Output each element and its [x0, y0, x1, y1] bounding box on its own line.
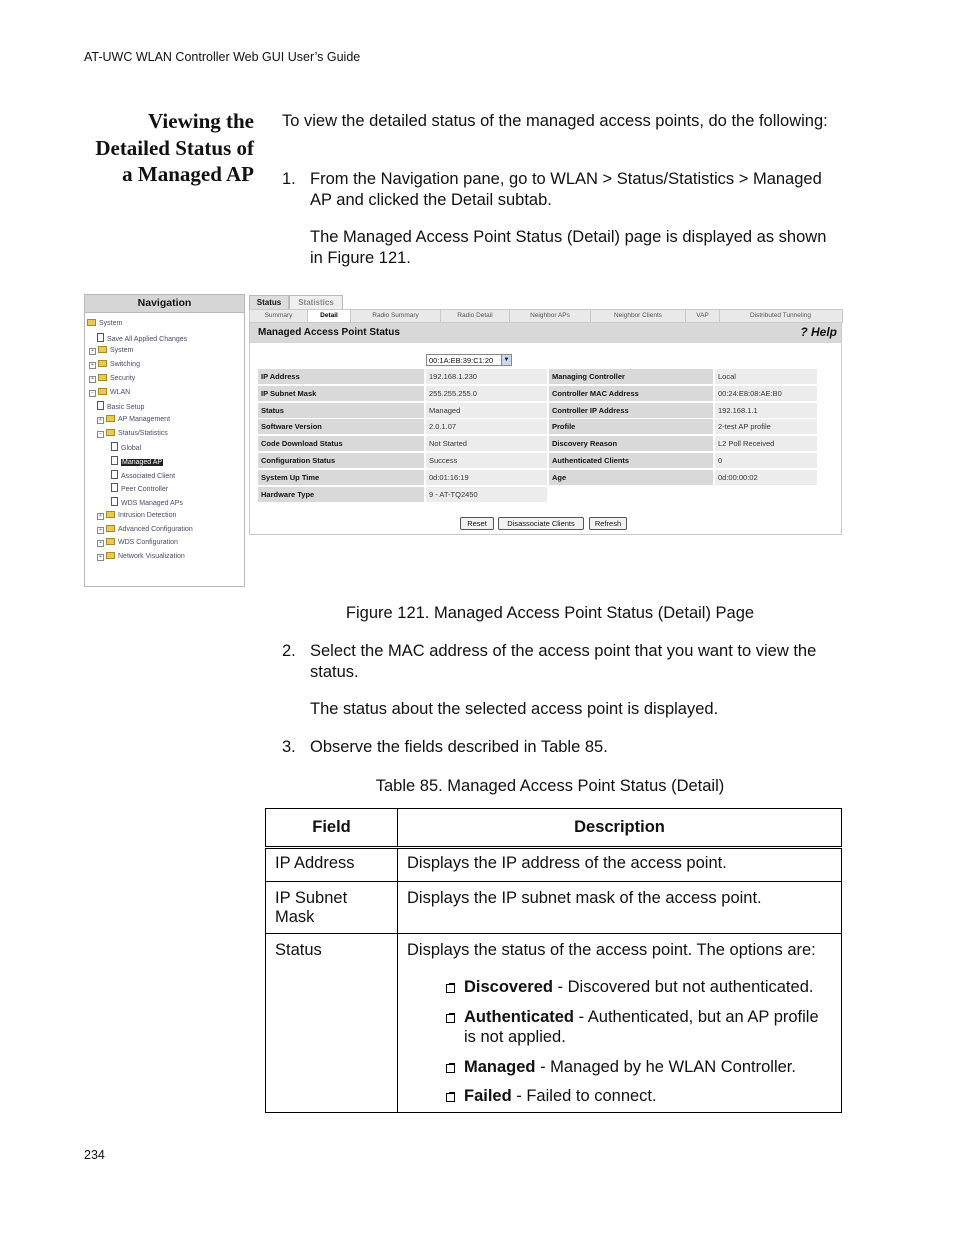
- step-text: Observe the fields described in Table 85.: [310, 738, 608, 756]
- expand-toggle-icon[interactable]: +: [89, 362, 96, 369]
- nav-item-label: Status/Statistics: [118, 429, 168, 437]
- status-field-value: 255.255.255.0: [426, 386, 547, 401]
- panel-title: Managed Access Point Status: [258, 327, 400, 338]
- nav-item-global[interactable]: [111, 442, 141, 453]
- list-item: [407, 977, 832, 998]
- status-field-label: Profile: [549, 419, 713, 434]
- document-icon: [111, 497, 118, 506]
- nav-item-label: System: [99, 320, 123, 327]
- document-icon: [97, 333, 104, 342]
- nav-item-label: System: [110, 347, 134, 355]
- nav-item-label: Global: [121, 445, 142, 453]
- folder-open-icon: [98, 388, 107, 395]
- nav-item-label: Advanced Configuration: [118, 525, 193, 533]
- table-row: [266, 848, 842, 882]
- option-text: - Failed to connect.: [511, 1087, 657, 1105]
- document-icon: [111, 470, 118, 479]
- panel-header: [250, 323, 841, 343]
- reset-button[interactable]: Reset: [460, 517, 494, 530]
- tab-statistics[interactable]: Statistics: [289, 295, 343, 309]
- step-1: [282, 169, 842, 210]
- status-field-value: 2.0.1.07: [426, 419, 547, 434]
- step-number: 1.: [282, 170, 296, 188]
- nav-item-switching[interactable]: [89, 360, 140, 369]
- expand-toggle-icon[interactable]: +: [89, 376, 96, 383]
- status-field-value: 9 - AT-TQ2450: [426, 487, 547, 502]
- tab-status[interactable]: Status: [249, 295, 289, 309]
- field-cell: IP Subnet Mask: [275, 889, 348, 926]
- step-2-note: The status about the selected access point is displayed.: [310, 700, 719, 718]
- mac-address-value: 00:1A:EB:39:C1:20: [429, 356, 494, 365]
- status-field-label: Discovery Reason: [549, 436, 713, 451]
- section-title-line: a Managed AP: [122, 162, 254, 186]
- nav-item-wlan[interactable]: [89, 388, 130, 397]
- status-field-value: 0d:01:16:19: [426, 470, 547, 485]
- status-field-value: Not Started: [426, 436, 547, 451]
- subtab-summary[interactable]: Summary: [250, 310, 308, 322]
- expand-toggle-icon[interactable]: +: [89, 348, 96, 355]
- expand-toggle-icon[interactable]: +: [97, 554, 104, 561]
- nav-item-label: Peer Controller: [121, 486, 169, 494]
- nav-item-status-statistics[interactable]: [97, 429, 168, 438]
- list-item: [407, 1086, 832, 1107]
- description-cell: Displays the status of the access point. The options are:: [407, 941, 816, 959]
- step-text: Select the MAC address of the access point that you want to view the status.: [310, 642, 817, 681]
- nav-item-wds-configuration[interactable]: [97, 538, 178, 547]
- expand-toggle-icon[interactable]: +: [97, 513, 104, 520]
- nav-item-advanced-configuration[interactable]: [97, 525, 193, 534]
- status-field-label: Authenticated Clients: [549, 453, 713, 468]
- option-term: Authenticated: [464, 1007, 575, 1026]
- status-field-value: L2 Poll Received: [715, 436, 817, 451]
- folder-open-icon: [106, 429, 115, 436]
- option-term: Failed: [464, 1087, 512, 1105]
- step-3: [282, 737, 842, 758]
- status-field-value: 192.168.1.1: [715, 403, 817, 418]
- status-field-label: Software Version: [258, 419, 424, 434]
- table-row: [266, 882, 842, 934]
- status-field-value: 2-test AP profile: [715, 419, 817, 434]
- status-field-value: Success: [426, 453, 547, 468]
- status-field-label: Hardware Type: [258, 487, 424, 502]
- status-field-label: Age: [549, 470, 713, 485]
- nav-item-system[interactable]: [89, 346, 133, 355]
- subtab-detail[interactable]: Detail: [308, 310, 351, 322]
- section-title-line: Viewing the: [148, 109, 254, 133]
- status-field-label: Code Download Status: [258, 436, 424, 451]
- nav-item-label: Associated Client: [121, 472, 176, 480]
- option-text: - Authenticated, but an AP profile is not applied.: [464, 1007, 819, 1046]
- folder-icon: [106, 552, 115, 559]
- section-title-line: Detailed Status of: [95, 135, 254, 160]
- nav-item-label: WLAN: [110, 388, 131, 396]
- step-text: From the Navigation pane, go to WLAN > Status/Statistics > Managed AP and clicked the Detail subtab.: [310, 170, 822, 209]
- sub-tabs: [249, 309, 843, 323]
- nav-item-wds-managed-aps[interactable]: [111, 497, 183, 508]
- status-field-value: 192.168.1.230: [426, 369, 547, 384]
- list-item: [407, 1057, 832, 1078]
- checkbox-bullet-icon: [446, 1014, 455, 1023]
- status-field-label: IP Subnet Mask: [258, 386, 424, 401]
- subtab-vap[interactable]: VAP: [686, 310, 720, 322]
- page-number: 234: [84, 1148, 105, 1162]
- status-field-value: 00:24:E8:08:AE:B0: [715, 386, 817, 401]
- subtab-radio-summary[interactable]: Radio Summary: [351, 310, 441, 322]
- expand-toggle-icon[interactable]: −: [89, 390, 96, 397]
- step-2: [282, 641, 842, 682]
- folder-icon: [106, 415, 115, 422]
- status-field-label: Controller MAC Address: [549, 386, 713, 401]
- status-field-value: Local: [715, 369, 817, 384]
- nav-item-label: Security: [110, 374, 136, 382]
- status-field-label: Controller IP Address: [549, 403, 713, 418]
- field-cell: Status: [275, 941, 322, 959]
- figure-caption: Figure 121. Managed Access Point Status (Detail) Page: [345, 604, 755, 622]
- nav-item-label: AP Management: [118, 415, 171, 423]
- field-cell: IP Address: [275, 854, 355, 872]
- nav-item-label: Managed AP: [122, 459, 163, 466]
- expand-toggle-icon[interactable]: −: [97, 431, 104, 438]
- description-cell: Displays the IP address of the access point.: [407, 854, 727, 872]
- refresh-button[interactable]: Refresh: [589, 517, 627, 530]
- status-field-label: Configuration Status: [258, 453, 424, 468]
- folder-icon: [98, 374, 107, 381]
- navigation-pane: [84, 294, 245, 587]
- nav-item-label: WDS Managed APs: [121, 500, 183, 508]
- document-icon: [111, 456, 118, 465]
- nav-item-label: Basic Setup: [107, 404, 145, 412]
- nav-item-label: WDS Configuration: [118, 539, 178, 547]
- nav-item-peer-controller[interactable]: [111, 483, 168, 494]
- checkbox-bullet-icon: [446, 1064, 455, 1073]
- table-row: [266, 934, 842, 1113]
- checkbox-bullet-icon: [446, 1093, 455, 1102]
- status-field-value: 0d:00:00:02: [715, 470, 817, 485]
- nav-item-save-all-applied-changes[interactable]: [97, 333, 187, 344]
- document-icon: [111, 483, 118, 492]
- status-field-label: Status: [258, 403, 424, 418]
- nav-item-label: Switching: [110, 361, 140, 369]
- nav-item-intrusion-detection[interactable]: [97, 511, 176, 520]
- nav-item-network-visualization[interactable]: [97, 552, 185, 561]
- intro-paragraph: To view the detailed status of the managed access points, do the following:: [282, 112, 828, 130]
- nav-item-ap-management[interactable]: [97, 415, 170, 424]
- chevron-down-icon: ▼: [501, 355, 511, 365]
- status-field-value: Managed: [426, 403, 547, 418]
- field-description-table: [265, 808, 842, 1113]
- help-link[interactable]: ? Help: [800, 325, 837, 339]
- column-header: Description: [398, 809, 842, 848]
- folder-icon: [98, 346, 107, 353]
- expand-toggle-icon[interactable]: +: [97, 417, 104, 424]
- folder-icon: [98, 360, 107, 367]
- document-icon: [111, 442, 118, 451]
- column-header: Field: [266, 809, 398, 848]
- navigation-title: Navigation: [85, 295, 244, 313]
- status-field-value: 0: [715, 453, 817, 468]
- subtab-distributed-tunneling[interactable]: Distributed Tunneling: [749, 312, 812, 319]
- section-title: [60, 108, 254, 188]
- document-icon: [97, 401, 104, 410]
- running-header: AT-UWC WLAN Controller Web GUI User’s Guide: [84, 50, 361, 64]
- folder-icon: [106, 511, 115, 518]
- status-field-label: System Up Time: [258, 470, 424, 485]
- nav-item-security[interactable]: [89, 374, 135, 383]
- option-text: - Discovered but not authenticated.: [552, 978, 814, 996]
- option-term: Managed: [464, 1057, 536, 1076]
- checkbox-bullet-icon: [446, 984, 455, 993]
- status-field-label: Managing Controller: [549, 369, 713, 384]
- nav-item-label: Network Visualization: [118, 552, 185, 560]
- subtab-neighbor-aps[interactable]: Neighbor APs: [510, 310, 591, 322]
- option-text: - Managed by he WLAN Controller.: [535, 1057, 796, 1076]
- step-number: 3.: [282, 738, 296, 756]
- nav-item-basic-setup[interactable]: [97, 401, 144, 412]
- folder-icon: [106, 525, 115, 532]
- nav-item-managed-ap[interactable]: [111, 456, 163, 467]
- disassociate-clients-button[interactable]: Disassociate Clients: [498, 517, 584, 530]
- subtab-radio-detail[interactable]: Radio Detail: [441, 310, 510, 322]
- list-item: [407, 1007, 832, 1048]
- table-header-row: [266, 809, 842, 848]
- step-number: 2.: [282, 642, 296, 660]
- folder-open-icon: [87, 319, 96, 326]
- table-caption: Table 85. Managed Access Point Status (Detail): [375, 777, 725, 795]
- subtab-neighbor-clients[interactable]: Neighbor Clients: [591, 310, 686, 322]
- status-field-label: IP Address: [258, 369, 424, 384]
- description-cell: Displays the IP subnet mask of the access point.: [407, 889, 762, 907]
- nav-item-associated-client[interactable]: [111, 470, 175, 481]
- mac-address-select[interactable]: [426, 354, 512, 366]
- nav-item-system[interactable]: [87, 319, 122, 328]
- option-term: Discovered: [464, 978, 553, 996]
- step-1-note: The Managed Access Point Status (Detail) page is displayed as shown in Figure 121.: [310, 228, 827, 267]
- folder-icon: [106, 538, 115, 545]
- expand-toggle-icon[interactable]: +: [97, 540, 104, 547]
- nav-item-label: Intrusion Detection: [118, 511, 177, 519]
- nav-item-label: Save All Applied Changes: [107, 335, 188, 343]
- expand-toggle-icon[interactable]: +: [97, 527, 104, 534]
